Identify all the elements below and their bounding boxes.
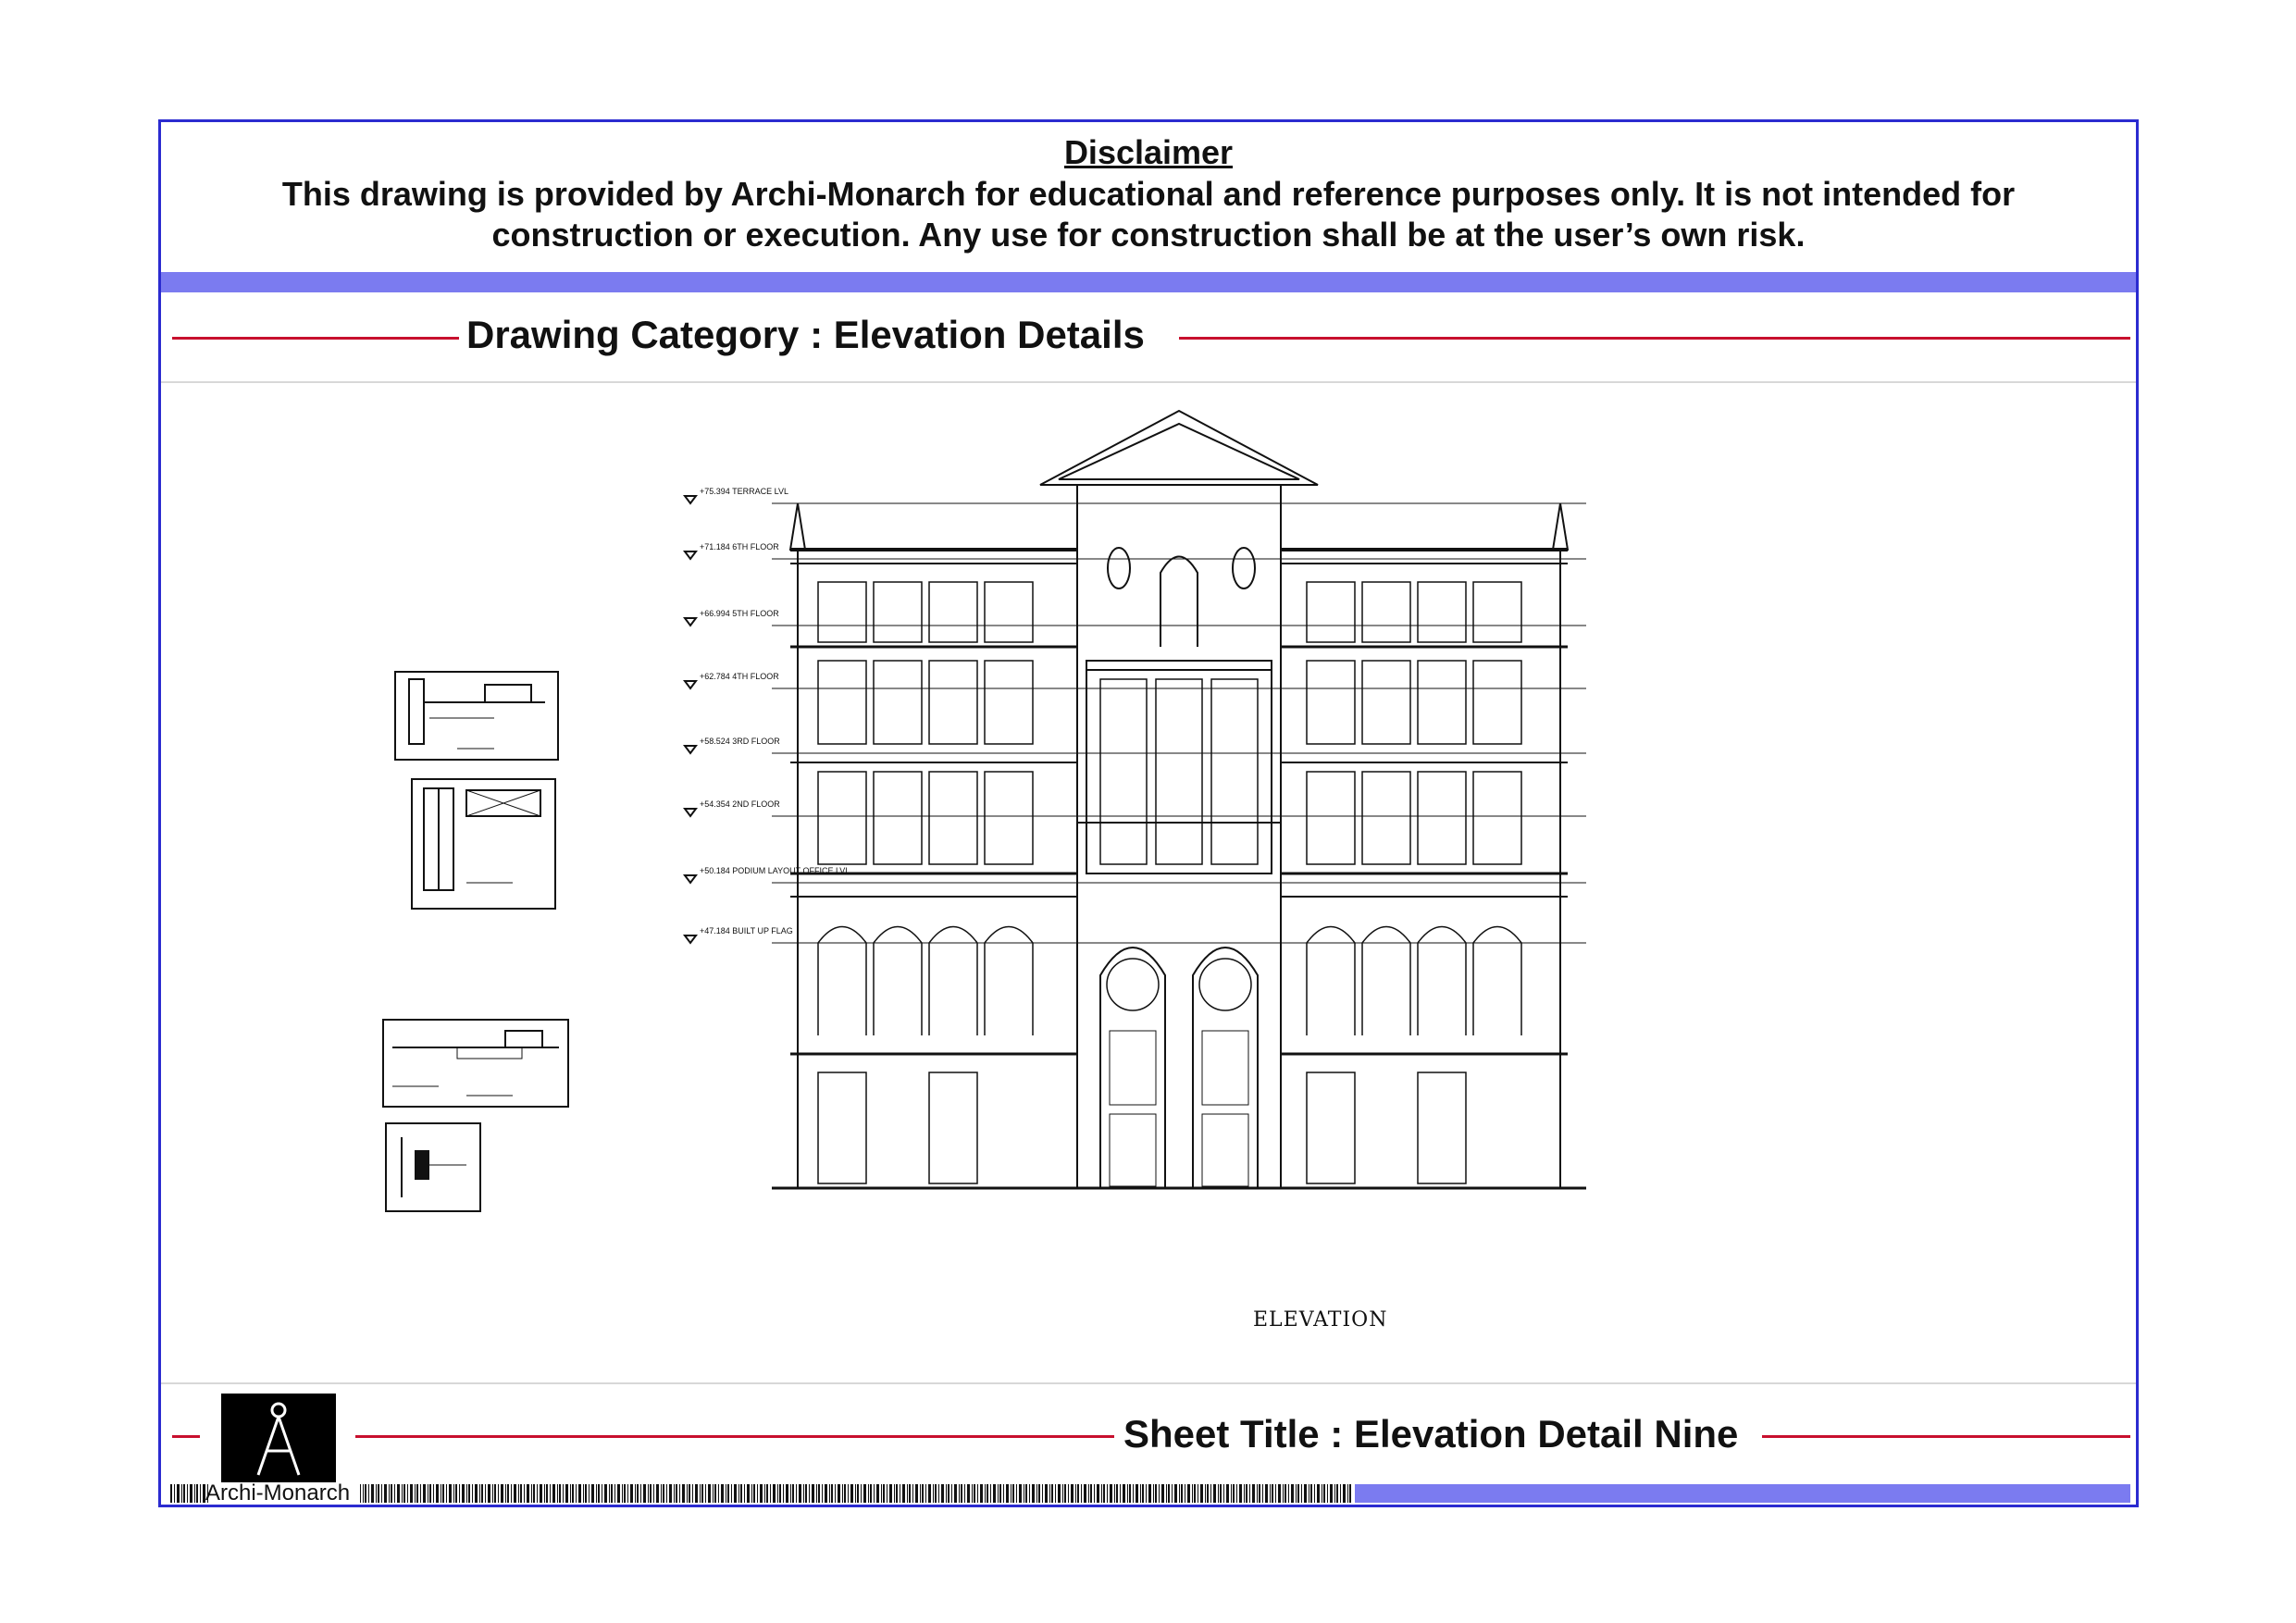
level-label: +75.394 TERRACE LVL <box>700 487 788 496</box>
level-lines <box>772 503 1586 943</box>
sheet-title: Sheet Title : Elevation Detail Nine <box>1123 1412 1739 1456</box>
header-band <box>161 272 2136 292</box>
level-marker-icon <box>685 618 696 626</box>
pediment <box>1040 411 1318 823</box>
disclaimer-block <box>161 122 2136 270</box>
section-detail-4 <box>386 1123 480 1211</box>
section-detail-1 <box>395 672 558 760</box>
elevation-drawing <box>679 383 1975 1308</box>
disclaimer-text: This drawing is provided by Archi-Monarch for educational and reference purposes only. It is not intended for construction or execution. Any use for construction shall be at the user’s own risk. <box>281 175 2016 254</box>
level-marker-icon <box>685 681 696 688</box>
compass-icon <box>221 1394 336 1482</box>
category-rule-right <box>1179 337 2130 340</box>
archi-monarch-logo <box>221 1394 336 1482</box>
level-label: +66.994 5TH FLOOR <box>700 609 779 618</box>
section-detail-3 <box>383 1020 568 1107</box>
category-row <box>161 292 2136 383</box>
category-rule-left <box>172 337 459 340</box>
drawing-sheet <box>158 119 2139 1507</box>
right-wing <box>1281 503 1568 1188</box>
level-marker-icon <box>685 935 696 943</box>
left-wing <box>790 503 1077 1188</box>
footer-band <box>1355 1484 2130 1503</box>
level-marker-icon <box>685 746 696 753</box>
level-label: +47.184 BUILT UP FLAG <box>700 926 793 935</box>
footer-row <box>161 1382 2136 1509</box>
elevation-caption: ELEVATION <box>1253 1308 1388 1332</box>
level-marker-icon <box>685 809 696 816</box>
drawing-area <box>161 383 2136 1382</box>
footer-rule-middle <box>355 1435 1114 1438</box>
disclaimer-title: Disclaimer <box>1063 133 1234 171</box>
footer-rule-left <box>172 1435 200 1438</box>
level-marker-icon <box>685 496 696 503</box>
central-bay <box>1086 661 1272 1188</box>
level-marker-icon <box>685 875 696 883</box>
section-detail-2 <box>412 779 555 909</box>
level-label: +54.354 2ND FLOOR <box>700 799 780 809</box>
level-label: +58.524 3RD FLOOR <box>700 737 780 746</box>
level-label: +62.784 4TH FLOOR <box>700 672 779 681</box>
category-title: Drawing Category : Elevation Details <box>466 313 1145 356</box>
footer-rule-right <box>1762 1435 2130 1438</box>
level-label: +71.184 6TH FLOOR <box>700 542 779 551</box>
level-label: +50.184 PODIUM LAYOUT OFFICE LVL <box>700 866 850 875</box>
brand-name: Archi-Monarch <box>205 1481 351 1505</box>
level-marker-icon <box>685 551 696 559</box>
